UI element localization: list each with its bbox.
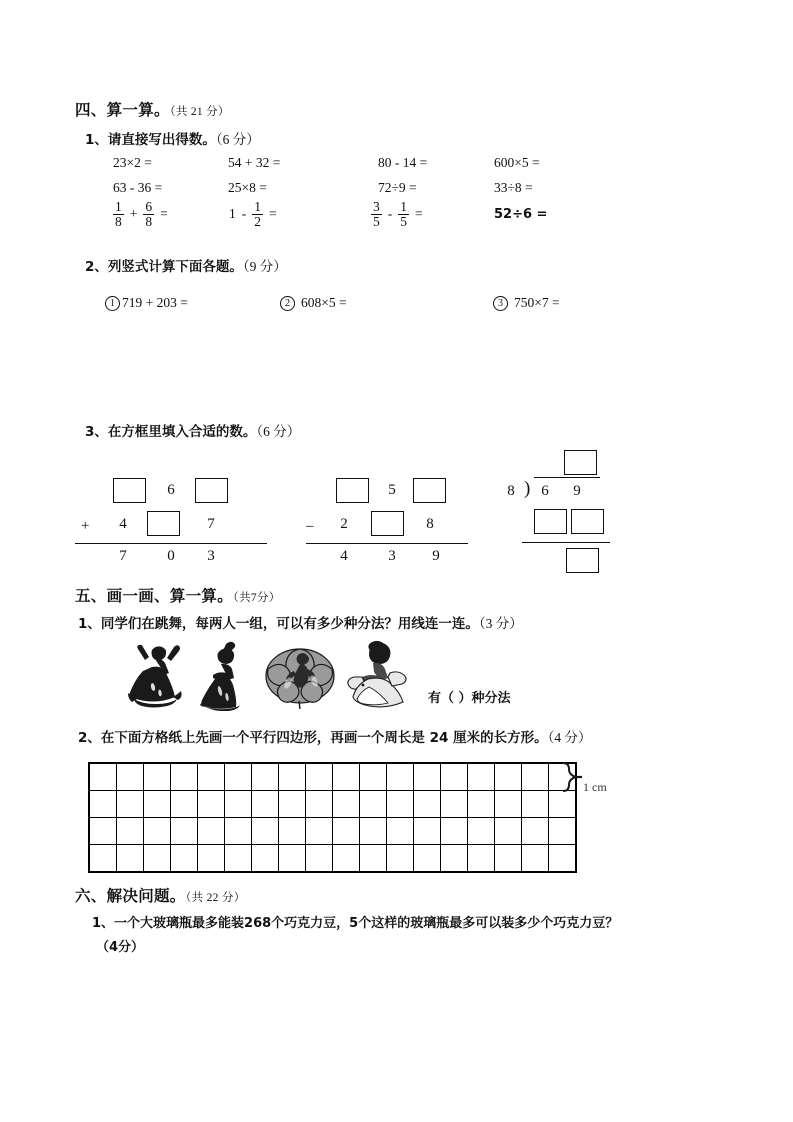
grid-cell[interactable]	[171, 791, 198, 818]
question-5-1-points: （3 分）	[478, 616, 523, 631]
grid-cell[interactable]	[117, 764, 144, 791]
grid-cell[interactable]	[495, 764, 522, 791]
grid-cell[interactable]	[360, 818, 387, 845]
grid-cell[interactable]	[333, 791, 360, 818]
vertical-problem-3	[493, 295, 560, 311]
grid-cell[interactable]	[522, 764, 549, 791]
question-4-3-text: 3、在方框里填入合适的数。	[85, 424, 257, 440]
section-4-title: 四、算一算。	[75, 101, 170, 119]
division-divisor: 8	[507, 483, 515, 499]
section-6-points: （共 22 分）	[185, 892, 246, 904]
grid-cell[interactable]	[117, 791, 144, 818]
grid-cell[interactable]	[468, 764, 495, 791]
addition-result-hundreds: 7	[119, 548, 127, 564]
grid-cell[interactable]	[522, 845, 549, 872]
grid-cell[interactable]	[225, 764, 252, 791]
operator-plus: +	[129, 206, 138, 222]
grid-cell[interactable]	[198, 845, 225, 872]
division-box-remainder[interactable]	[566, 548, 599, 573]
addition-digit-mid-ones: 7	[207, 516, 215, 532]
division-box-partial-tens[interactable]	[534, 509, 567, 534]
addition-box-top-ones[interactable]	[195, 478, 228, 503]
question-4-1-points: （6 分）	[215, 132, 260, 147]
grid-cell[interactable]	[333, 845, 360, 872]
addition-operator: +	[81, 518, 90, 534]
grid-cell[interactable]	[279, 791, 306, 818]
grid-cell[interactable]	[90, 845, 117, 872]
equals-sign: =	[269, 206, 277, 222]
vertical-problem-1	[105, 295, 188, 311]
marker-circle-1: 1	[105, 296, 120, 311]
dancer-arms-up-icon	[122, 641, 194, 709]
grid-cell[interactable]	[306, 791, 333, 818]
grid-row	[90, 764, 576, 791]
question-5-2-label	[78, 726, 591, 746]
division-dividend-tens: 6	[541, 483, 549, 499]
marker-circle-2: 2	[280, 296, 295, 311]
grid-cell[interactable]	[279, 845, 306, 872]
question-4-3-points: （6 分）	[256, 424, 301, 439]
grid-cell[interactable]	[144, 764, 171, 791]
expr-63minus36: 63 - 36 =	[113, 180, 163, 195]
division-rule	[522, 542, 610, 543]
grid-cell[interactable]	[252, 764, 279, 791]
grid-cell[interactable]	[306, 845, 333, 872]
puzzle-addition	[75, 465, 275, 570]
section-4-points: （共 21 分）	[169, 106, 230, 118]
grid-cell[interactable]	[414, 845, 441, 872]
operator-minus: -	[387, 206, 393, 222]
subtraction-result-ones: 9	[432, 548, 440, 564]
expr-600x5: 600×5 =	[494, 155, 540, 170]
grid-cell[interactable]	[225, 845, 252, 872]
grid-cell[interactable]	[360, 764, 387, 791]
division-box-quotient[interactable]	[564, 450, 597, 475]
grid-cell[interactable]	[468, 845, 495, 872]
dancer-answer-prompt: 有（ ）种分法	[428, 691, 511, 706]
grid-cell[interactable]	[333, 764, 360, 791]
grid-cell[interactable]	[171, 845, 198, 872]
expr-33div8: 33÷8 =	[494, 180, 533, 195]
subtraction-rule	[306, 543, 468, 544]
subtraction-result-hundreds: 4	[340, 548, 348, 564]
grid-cell[interactable]	[468, 818, 495, 845]
grid-cell[interactable]	[495, 818, 522, 845]
expr-23x2: 23×2 =	[113, 155, 152, 170]
addition-rule	[75, 543, 267, 544]
grid-cell[interactable]	[468, 791, 495, 818]
subtraction-box-top-hundreds[interactable]	[336, 478, 369, 503]
fraction-6-8: $\frac{6}{8}$	[145, 199, 153, 229]
fraction-3-5: $\frac{3}{5}$	[373, 199, 380, 229]
grid-cell[interactable]	[495, 791, 522, 818]
fraction-1-5: $\frac{1}{5}$	[400, 199, 407, 229]
question-6-1-label	[92, 912, 618, 931]
grid-scale-brace	[560, 762, 582, 792]
vertical-problem-1-text: 719 + 203 =	[122, 295, 188, 310]
vertical-problem-2	[280, 295, 347, 311]
grid-cell[interactable]	[225, 818, 252, 845]
dancer-one-arm-up-icon	[192, 639, 258, 711]
addition-digit-mid-hundreds: 4	[119, 516, 127, 532]
grid-paper[interactable]	[88, 762, 577, 873]
question-4-1-text: 1、请直接写出得数。	[85, 132, 216, 148]
addition-digit-top-tens: 6	[167, 482, 175, 498]
equals-sign: =	[415, 206, 423, 222]
grid-row	[90, 845, 576, 872]
grid-scale-label: 1 cm	[583, 780, 607, 794]
grid-cell[interactable]	[360, 845, 387, 872]
grid-cell[interactable]	[90, 764, 117, 791]
subtraction-digit-mid-ones: 8	[426, 516, 434, 532]
grid-cell[interactable]	[144, 818, 171, 845]
grid-cell[interactable]	[441, 764, 468, 791]
dancer-spinning-skirt-icon	[262, 643, 338, 709]
question-4-2-text: 2、列竖式计算下面各题。	[85, 259, 243, 275]
vertical-problem-2-text: 608×5 =	[301, 295, 347, 310]
fraction-1-8: $\frac{1}{8}$	[115, 199, 122, 229]
grid-row	[90, 818, 576, 845]
grid-cell[interactable]	[252, 818, 279, 845]
grid-cell[interactable]	[198, 818, 225, 845]
expr-1-minus-1over2	[228, 200, 278, 229]
question-4-2-label	[85, 255, 287, 275]
expr-52div6: 52÷6 =	[494, 207, 548, 222]
division-bracket: )	[524, 478, 531, 499]
fraction-1-2: $\frac{1}{2}$	[254, 199, 261, 229]
operator-minus: -	[241, 206, 247, 222]
question-6-1-text: 1、一个大玻璃瓶最多能装268个巧克力豆，5个这样的玻璃瓶最多可以装多少个巧克力豆？	[92, 916, 619, 931]
expr-frac-1over8-plus-6over8	[112, 200, 169, 229]
question-4-2-points: （9 分）	[242, 259, 287, 274]
grid-cell[interactable]	[495, 845, 522, 872]
dancer-flowing-skirt-icon	[340, 637, 414, 709]
subtraction-operator: –	[306, 518, 314, 534]
grid-paper-table	[89, 763, 576, 872]
division-box-partial-ones[interactable]	[571, 509, 604, 534]
expr-80minus14: 80 - 14 =	[378, 155, 428, 170]
question-4-3-label	[85, 420, 300, 440]
vertical-problem-3-text: 750×7 =	[514, 295, 560, 310]
grid-cell[interactable]	[279, 818, 306, 845]
question-5-2-points: （4 分）	[547, 730, 592, 745]
expr-25x8: 25×8 =	[228, 180, 267, 195]
subtraction-digit-mid-hundreds: 2	[340, 516, 348, 532]
addition-result-ones: 3	[207, 548, 215, 564]
grid-cell[interactable]	[90, 818, 117, 845]
grid-cell[interactable]	[90, 791, 117, 818]
question-5-1-label	[78, 612, 523, 632]
grid-cell[interactable]	[117, 818, 144, 845]
integer-1: 1	[229, 206, 236, 222]
grid-cell[interactable]	[198, 791, 225, 818]
question-4-1-label	[85, 128, 260, 148]
addition-box-top-hundreds[interactable]	[113, 478, 146, 503]
puzzle-long-division	[498, 448, 638, 583]
grid-cell[interactable]	[414, 764, 441, 791]
section-heading-4	[75, 98, 230, 120]
section-5-title: 五、画一画、算一算。	[75, 587, 234, 605]
grid-cell[interactable]	[279, 764, 306, 791]
addition-result-tens: 0	[167, 548, 175, 564]
grid-cell[interactable]	[441, 845, 468, 872]
grid-cell[interactable]	[360, 791, 387, 818]
grid-cell[interactable]	[225, 791, 252, 818]
expr-frac-3over5-minus-1over5	[370, 200, 424, 229]
grid-cell[interactable]	[198, 764, 225, 791]
expr-54plus32: 54 + 32 =	[228, 155, 281, 170]
grid-cell[interactable]	[171, 818, 198, 845]
grid-cell[interactable]	[414, 791, 441, 818]
section-heading-5	[75, 584, 281, 606]
grid-cell[interactable]	[306, 764, 333, 791]
grid-cell[interactable]	[387, 818, 414, 845]
grid-cell[interactable]	[549, 791, 576, 818]
grid-cell[interactable]	[144, 791, 171, 818]
question-6-1-points: （4分）	[96, 940, 145, 955]
expr-72div9: 72÷9 =	[378, 180, 417, 195]
grid-cell[interactable]	[252, 791, 279, 818]
grid-row	[90, 791, 576, 818]
grid-cell[interactable]	[522, 791, 549, 818]
grid-cell[interactable]	[441, 791, 468, 818]
grid-cell[interactable]	[333, 818, 360, 845]
grid-cell[interactable]	[306, 818, 333, 845]
grid-cell[interactable]	[387, 845, 414, 872]
section-heading-6	[75, 884, 246, 906]
grid-cell[interactable]	[252, 845, 279, 872]
dancer-illustration-group	[122, 637, 412, 709]
grid-cell[interactable]	[171, 764, 198, 791]
grid-cell[interactable]	[387, 764, 414, 791]
addition-box-mid-tens[interactable]	[147, 511, 180, 536]
grid-cell[interactable]	[522, 818, 549, 845]
subtraction-digit-top-tens: 5	[388, 482, 396, 498]
grid-cell[interactable]	[117, 845, 144, 872]
division-bar	[534, 477, 600, 478]
section-6-title: 六、解决问题。	[75, 887, 186, 905]
equals-sign: =	[160, 206, 168, 222]
subtraction-result-tens: 3	[388, 548, 396, 564]
grid-cell[interactable]	[414, 818, 441, 845]
question-5-2-text: 2、在下面方格纸上先画一个平行四边形，再画一个周长是 24 厘米的长方形。	[78, 730, 548, 746]
subtraction-box-mid-tens[interactable]	[371, 511, 404, 536]
grid-cell[interactable]	[441, 818, 468, 845]
section-5-points: （共7分）	[233, 592, 281, 604]
subtraction-box-top-ones[interactable]	[413, 478, 446, 503]
grid-cell[interactable]	[144, 845, 171, 872]
grid-cell[interactable]	[549, 845, 576, 872]
marker-circle-3: 3	[493, 296, 508, 311]
question-5-1-text: 1、同学们在跳舞，每两人一组，可以有多少种分法？用线连一连。	[78, 616, 479, 632]
division-dividend-ones: 9	[573, 483, 581, 499]
grid-cell[interactable]	[549, 818, 576, 845]
puzzle-subtraction	[306, 465, 498, 570]
grid-cell[interactable]	[387, 791, 414, 818]
